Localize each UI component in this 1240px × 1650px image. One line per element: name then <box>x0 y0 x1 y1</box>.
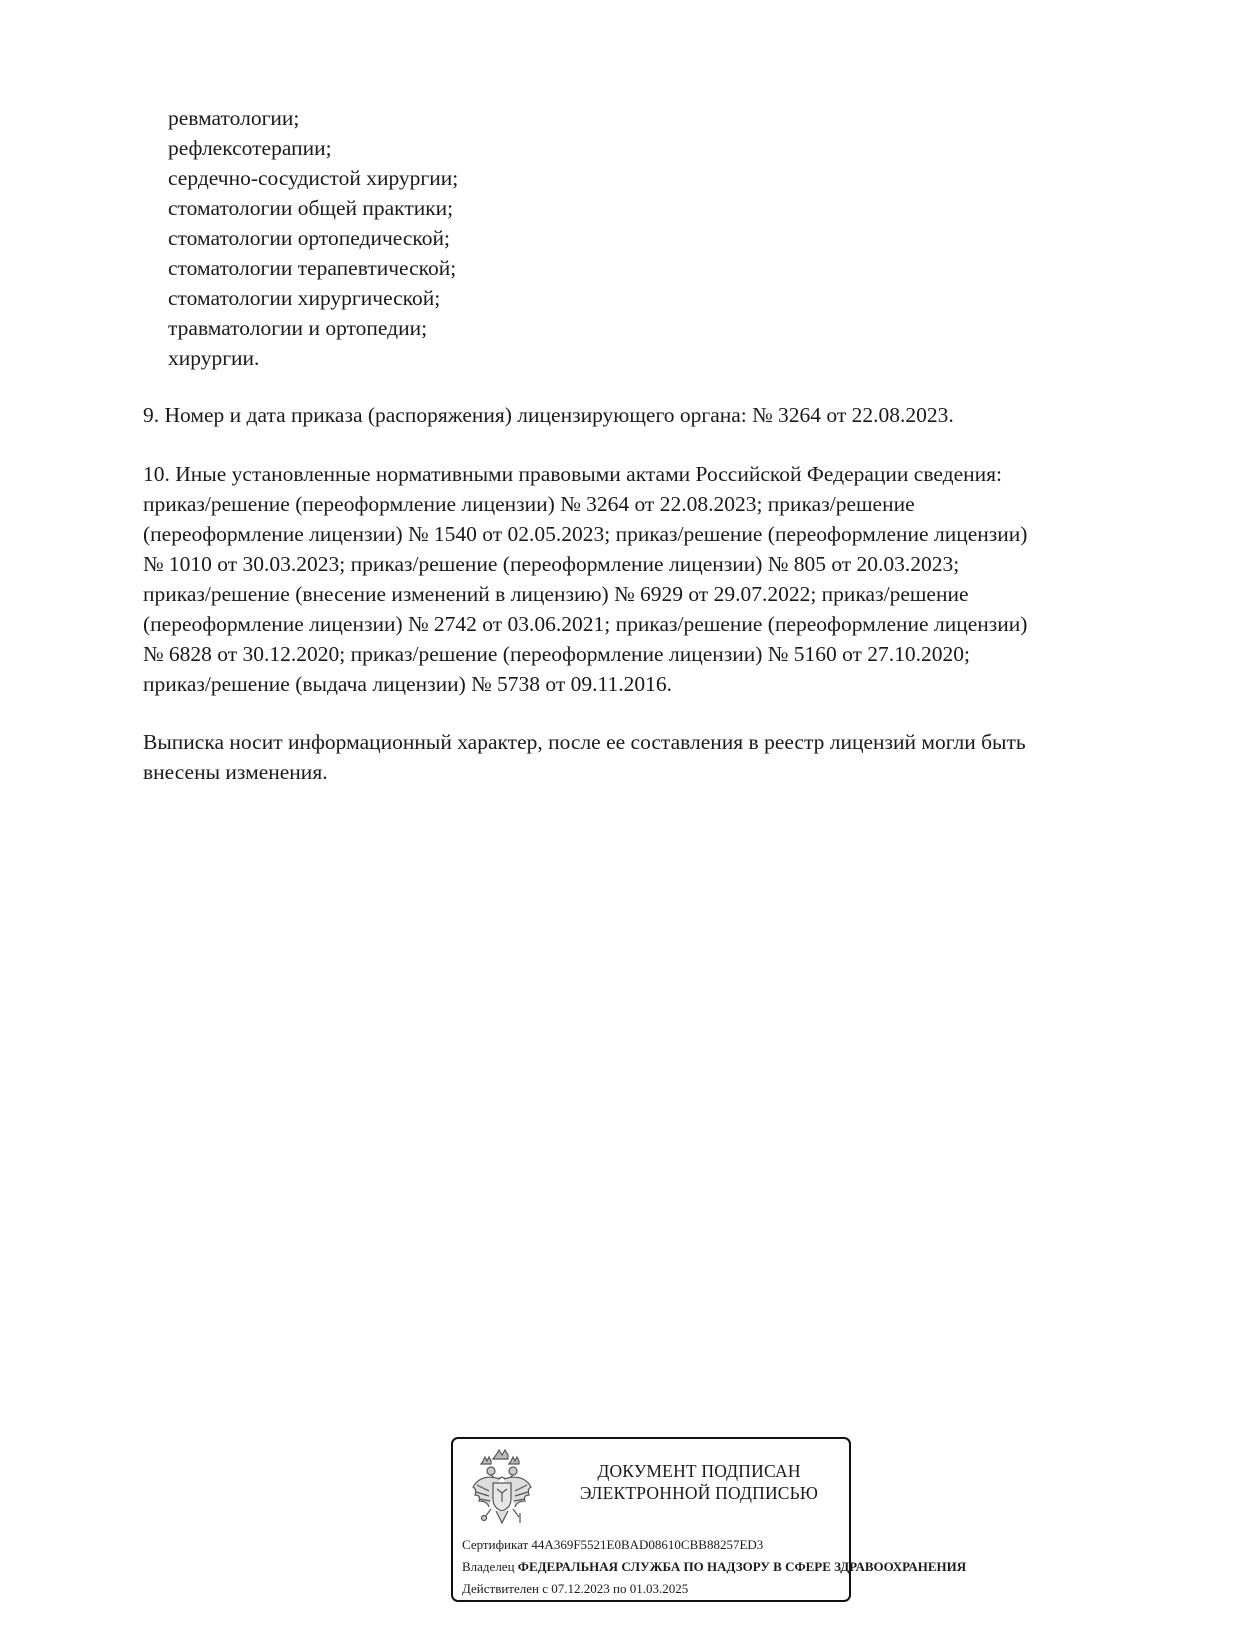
specialty-list <box>168 103 458 373</box>
order-number-paragraph: 9. Номер и дата приказа (распоряжения) лицензирующего органа: № 3264 от 22.08.2023. <box>143 403 954 427</box>
stamp-title-line: ЭЛЕКТРОННОЙ ПОДПИСЬЮ <box>579 1483 819 1503</box>
specialty-item: хирургии. <box>168 346 260 370</box>
text-line: приказ/решение (переоформление лицензии) № 3264 от 22.08.2023; приказ/решение <box>143 492 915 516</box>
text-line: приказ/решение (внесение изменений в лицензию) № 6929 от 29.07.2022; приказ/решение <box>143 582 969 606</box>
text-line: 10. Иные установленные нормативными правовыми актами Российской Федерации сведения: <box>143 462 1002 486</box>
owner-row <box>462 1556 966 1578</box>
specialty-item: ревматологии; <box>168 106 300 130</box>
electronic-signature-stamp <box>451 1437 967 1602</box>
text-line: № 1010 от 30.03.2023; приказ/решение (переоформление лицензии) № 805 от 20.03.2023; <box>143 552 960 576</box>
specialty-item: сердечно-сосудистой хирургии; <box>168 166 459 190</box>
specialty-item: рефлексотерапии; <box>168 136 332 160</box>
stamp-details <box>462 1534 966 1600</box>
coat-of-arms-icon <box>467 1447 537 1529</box>
text-line: (переоформление лицензии) № 1540 от 02.05.2023; приказ/решение (переоформление лицензии) <box>143 522 1028 546</box>
certificate-number: Сертификат 44A369F5521E0BAD08610CBB88257ED3 <box>462 1537 764 1552</box>
specialty-item: стоматологии хирургической; <box>168 286 441 310</box>
specialty-item: стоматологии общей практики; <box>168 196 454 220</box>
specialty-item: травматологии и ортопедии; <box>168 316 428 340</box>
other-info-paragraph <box>143 459 1153 699</box>
stamp-title <box>549 1460 849 1504</box>
text-line: № 6828 от 30.12.2020; приказ/решение (переоформление лицензии) № 5160 от 27.10.2020; <box>143 642 971 666</box>
validity-period: Действителен с 07.12.2023 по 01.03.2025 <box>462 1581 689 1596</box>
text-line: Выписка носит информационный характер, после ее составления в реестр лицензий могли быть <box>143 730 1026 754</box>
specialty-item: стоматологии терапевтической; <box>168 256 457 280</box>
text-line: (переоформление лицензии) № 2742 от 03.06.2021; приказ/решение (переоформление лицензии) <box>143 612 1028 636</box>
stamp-title-line: ДОКУМЕНТ ПОДПИСАН <box>597 1461 801 1481</box>
text-line: внесены изменения. <box>143 760 328 784</box>
owner-value: ФЕДЕРАЛЬНАЯ СЛУЖБА ПО НАДЗОРУ В СФЕРЕ ЗДРАВООХРАНЕНИЯ <box>517 1559 967 1574</box>
disclaimer-paragraph <box>143 727 1153 787</box>
text-line: приказ/решение (выдача лицензии) № 5738 от 09.11.2016. <box>143 672 672 696</box>
owner-label: Владелец <box>462 1559 515 1574</box>
specialty-item: стоматологии ортопедической; <box>168 226 451 250</box>
